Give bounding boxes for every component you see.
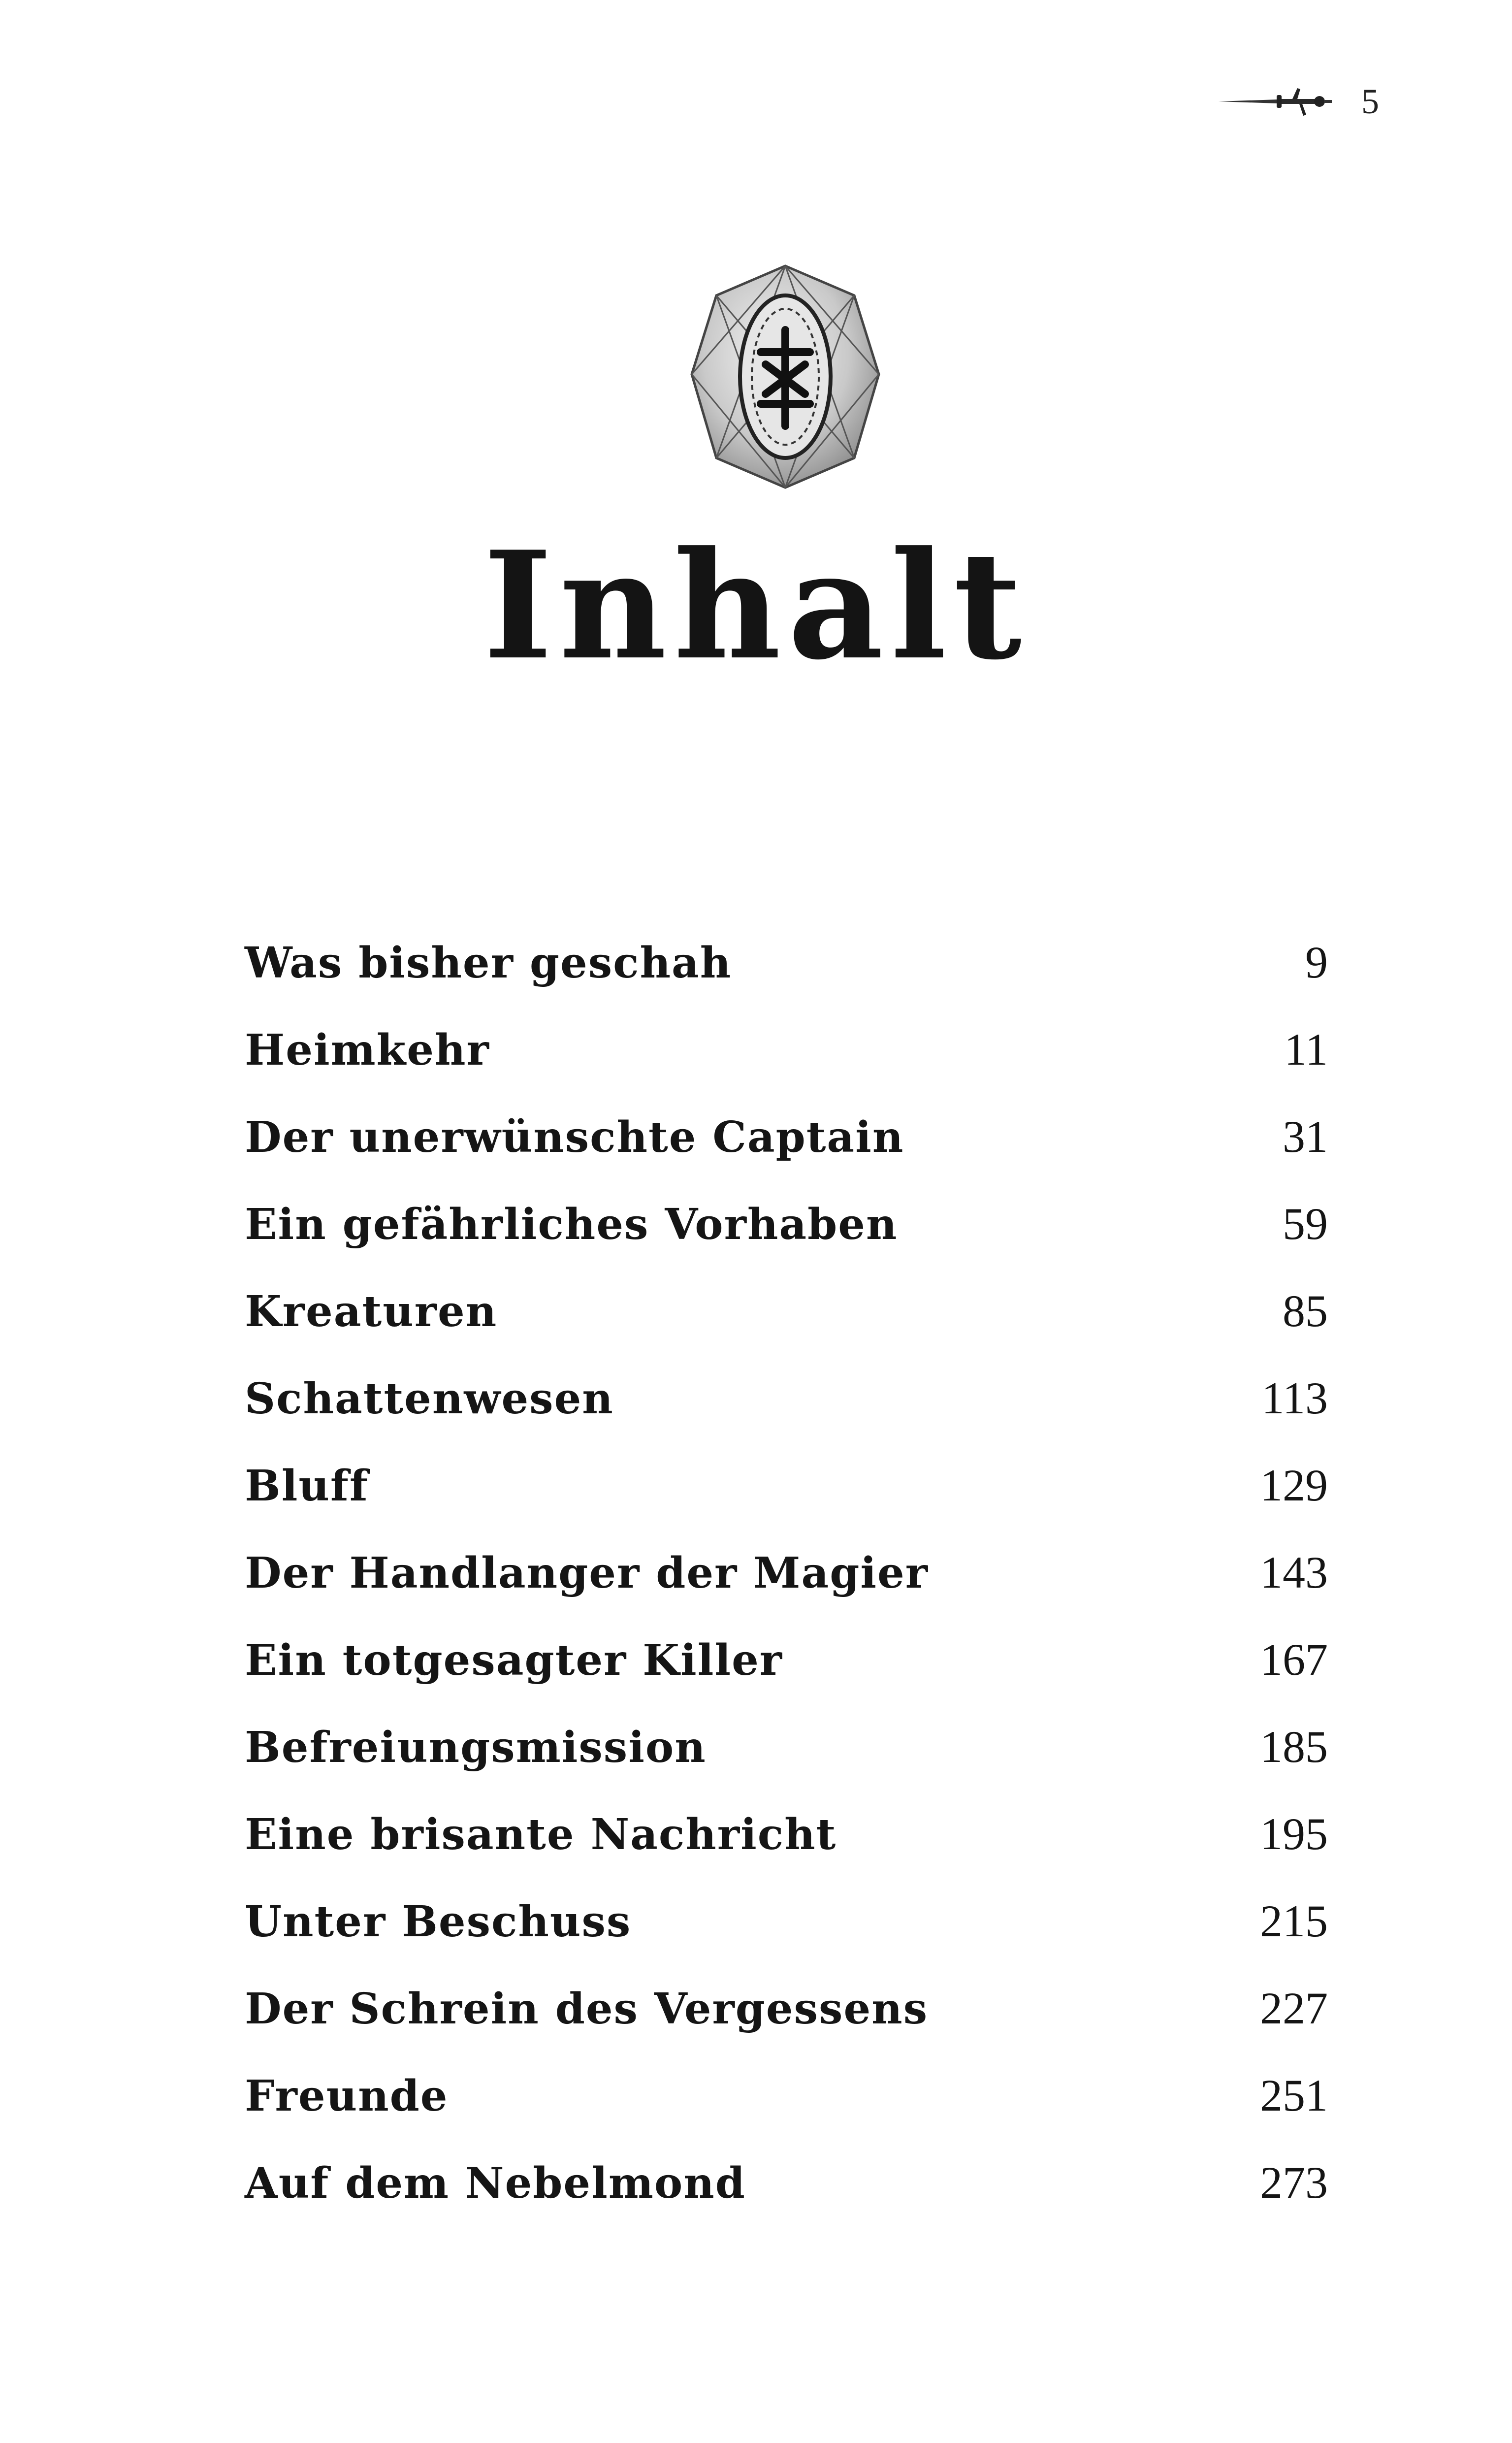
toc-chapter-title: Unter Beschuss	[245, 1897, 632, 1947]
toc-page-number: 113	[1261, 1373, 1328, 1423]
toc-entry[interactable]	[245, 1811, 1328, 1898]
toc-page-number: 167	[1260, 1634, 1328, 1685]
toc-chapter-title: Eine brisante Nachricht	[245, 1810, 837, 1859]
toc-entry[interactable]	[245, 1634, 1328, 1724]
toc-page-number: 9	[1305, 937, 1328, 987]
toc-chapter-title: Befreiungsmission	[245, 1723, 707, 1772]
toc-chapter-title: Freunde	[245, 2071, 449, 2121]
toc-chapter-title: Schattenwesen	[245, 1374, 614, 1424]
toc-entry[interactable]	[245, 1288, 1328, 1375]
toc-page-number: 59	[1283, 1199, 1328, 1249]
toc-chapter-title: Was bisher geschah	[245, 938, 732, 988]
toc-entry[interactable]	[245, 1898, 1328, 1986]
toc-page-number: 195	[1260, 1809, 1328, 1859]
toc-chapter-title: Kreaturen	[245, 1287, 498, 1336]
toc-page-number: 129	[1260, 1460, 1328, 1510]
toc-chapter-title: Ein totgesagter Killer	[245, 1635, 783, 1685]
toc-page-number: 215	[1260, 1896, 1328, 1946]
toc-entry[interactable]	[245, 937, 1328, 1027]
rune-seal-icon	[687, 261, 884, 492]
toc-entry[interactable]	[245, 2070, 1328, 2160]
page-header	[1219, 84, 1379, 119]
toc-chapter-title: Der Schrein des Vergessens	[245, 1984, 929, 2034]
toc-chapter-title: Heimkehr	[245, 1025, 490, 1075]
toc-page-number: 11	[1284, 1024, 1328, 1075]
toc-page-number: 143	[1260, 1547, 1328, 1597]
table-of-contents	[245, 937, 1328, 2247]
page-number: 5	[1361, 82, 1379, 121]
toc-entry[interactable]	[245, 1460, 1328, 1550]
toc-page-number: 185	[1260, 1722, 1328, 1772]
toc-page-number: 227	[1260, 1983, 1328, 2033]
toc-entry[interactable]	[245, 2157, 1328, 2247]
toc-entry[interactable]	[245, 1724, 1328, 1811]
toc-page-number: 273	[1260, 2157, 1328, 2208]
toc-page-number: 31	[1283, 1111, 1328, 1162]
toc-page-number: 85	[1283, 1286, 1328, 1336]
toc-entry[interactable]	[245, 1024, 1328, 1114]
toc-chapter-title: Der unerwünschte Captain	[245, 1112, 904, 1162]
toc-entry[interactable]	[245, 1983, 1328, 2073]
toc-entry[interactable]	[245, 1201, 1328, 1288]
toc-chapter-title: Der Handlanger der Magier	[245, 1548, 929, 1598]
page-title: Inhalt	[483, 519, 1029, 692]
toc-entry[interactable]	[245, 1547, 1328, 1637]
toc-entry[interactable]	[245, 1375, 1328, 1463]
dagger-icon	[1219, 84, 1332, 119]
toc-chapter-title: Bluff	[245, 1461, 369, 1511]
toc-chapter-title: Ein gefährliches Vorhaben	[245, 1200, 898, 1249]
toc-chapter-title: Auf dem Nebelmond	[245, 2158, 746, 2208]
toc-entry[interactable]	[245, 1111, 1328, 1201]
toc-page-number: 251	[1260, 2070, 1328, 2120]
